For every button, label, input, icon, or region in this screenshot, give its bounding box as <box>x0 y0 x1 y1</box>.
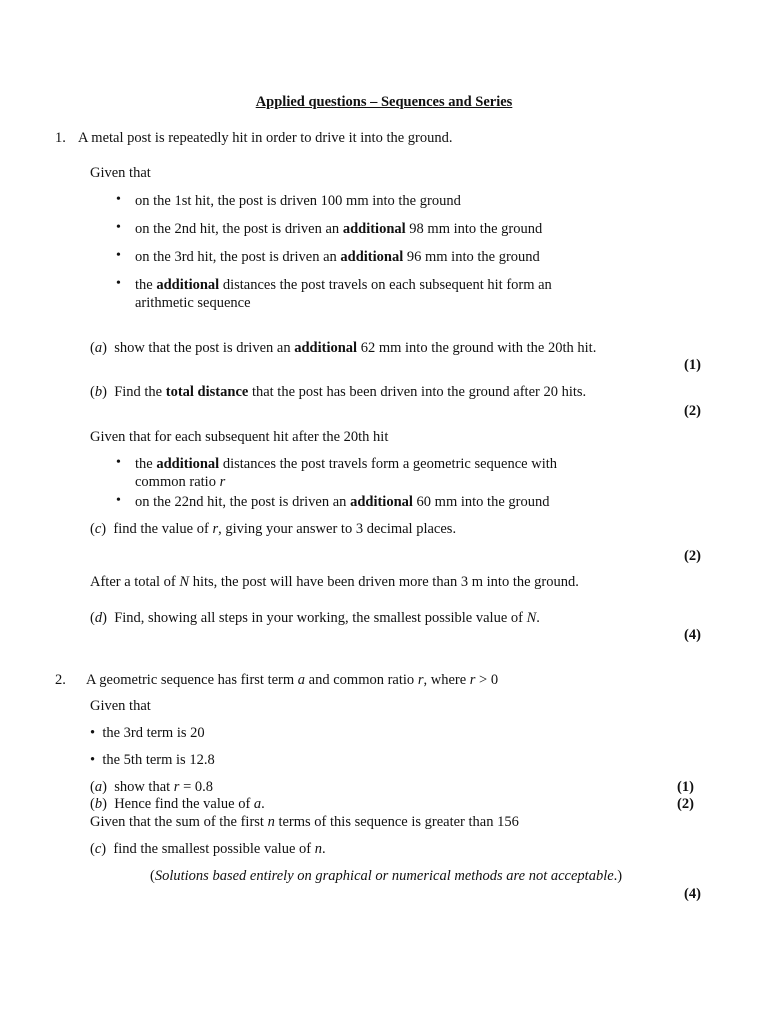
q1-bullet-3: on the 3rd hit, the post is driven an additional 96 mm into the ground <box>135 249 540 265</box>
q1-given-that-2: Given that for each subsequent hit after the 20th hit <box>90 429 389 445</box>
q2-note: (Solutions based entirely on graphical or numerical methods are not acceptable.) <box>150 868 623 884</box>
bullet-icon: • <box>116 248 121 263</box>
q2-part-a: (a) show that r = 0.8 <box>90 779 214 795</box>
q2-given-sum: Given that the sum of the first n terms of this sequence is greater than 156 <box>90 814 519 830</box>
q1-part-d-marks: (4) <box>684 627 701 643</box>
q1-part-c-marks: (2) <box>684 548 701 564</box>
q1-bullet2-2: on the 22nd hit, the post is driven an additional 60 mm into the ground <box>135 494 550 510</box>
question-1-intro: A metal post is repeatedly hit in order to drive it into the ground. <box>78 130 453 146</box>
q1-given-that: Given that <box>90 165 151 181</box>
bullet-icon: • <box>116 493 121 508</box>
q2-part-c: (c) find the smallest possible value of n. <box>90 841 326 857</box>
q2-part-b-marks: (2) <box>677 796 694 812</box>
page-title: Applied questions – Sequences and Series <box>255 94 513 110</box>
q1-part-d: (d) Find, showing all steps in your working, the smallest possible value of N. <box>90 610 540 626</box>
q2-bullet-2: • the 5th term is 12.8 <box>90 752 215 768</box>
bullet-icon: • <box>116 276 121 291</box>
bullet-icon: • <box>116 455 121 470</box>
q1-bullet-4-continued: arithmetic sequence <box>135 295 251 311</box>
q1-bullet2-1-continued: common ratio r <box>135 474 226 490</box>
q1-bullet-4: the additional distances the post travels on each subsequent hit form an <box>135 277 552 293</box>
q1-bullet-1: on the 1st hit, the post is driven 100 mm into the ground <box>135 193 461 209</box>
bullet-icon: • <box>90 725 96 741</box>
q1-bullet-2: on the 2nd hit, the post is driven an additional 98 mm into the ground <box>135 221 543 237</box>
question-2-intro: A geometric sequence has first term a and common ratio r, where r > 0 <box>86 672 499 688</box>
q2-part-c-marks: (4) <box>684 886 701 902</box>
q2-part-b: (b) Hence find the value of a. <box>90 796 265 812</box>
q1-part-b-marks: (2) <box>684 403 701 419</box>
q1-part-c: (c) find the value of r, giving your answer to 3 decimal places. <box>90 521 457 537</box>
q2-bullet-1: • the 3rd term is 20 <box>90 725 205 741</box>
bullet-icon: • <box>116 192 121 207</box>
question-1-number: 1. <box>55 130 66 146</box>
q1-part-a: (a) show that the post is driven an additional 62 mm into the ground with the 20th hit. <box>90 340 597 356</box>
q2-given-that: Given that <box>90 698 151 714</box>
q1-after-total: After a total of N hits, the post will have been driven more than 3 m into the ground. <box>90 574 579 590</box>
q2-part-a-marks: (1) <box>677 779 694 795</box>
bullet-icon: • <box>90 752 96 768</box>
q1-part-a-marks: (1) <box>684 357 701 373</box>
bullet-icon: • <box>116 220 121 235</box>
question-2-number: 2. <box>55 672 66 688</box>
q1-part-b: (b) Find the total distance that the post has been driven into the ground after 20 hits. <box>90 384 587 400</box>
q1-bullet2-1: the additional distances the post travels form a geometric sequence with <box>135 456 558 472</box>
